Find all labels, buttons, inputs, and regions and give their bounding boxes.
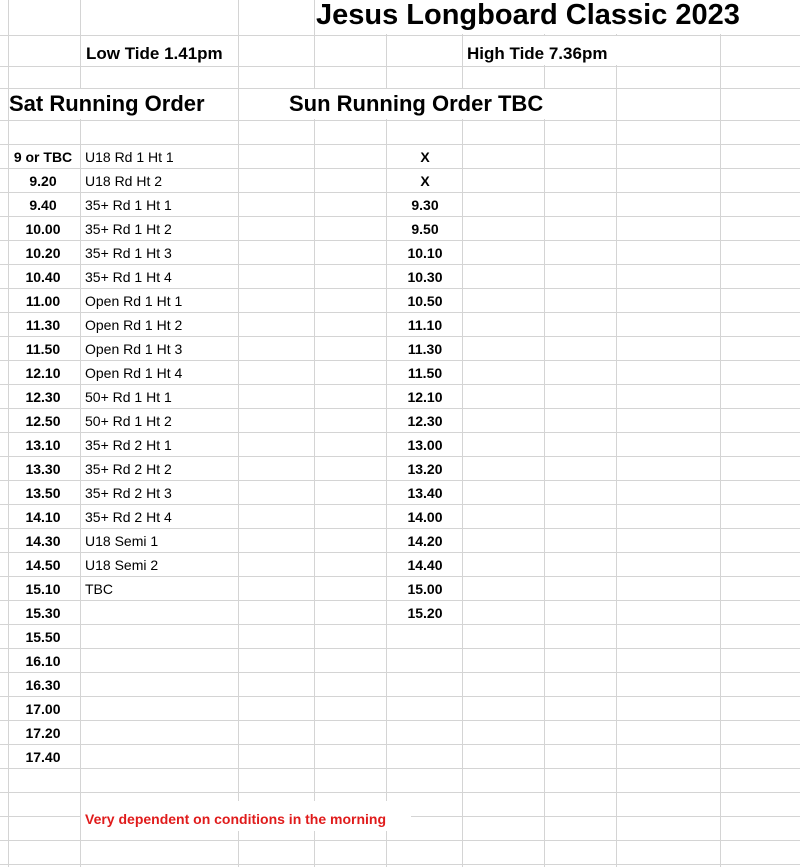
grid-hline (0, 456, 800, 457)
sat-event: Open Rd 1 Ht 3 (85, 341, 183, 357)
sat-time: 14.10 (25, 509, 61, 525)
grid-hline (0, 504, 800, 505)
sat-time: 17.00 (25, 701, 61, 717)
grid-hline (0, 528, 800, 529)
sun-time: 14.00 (407, 509, 443, 525)
sat-time: 16.10 (25, 653, 61, 669)
grid-vline (462, 0, 463, 867)
sat-event: U18 Semi 2 (85, 557, 159, 573)
sat-event: U18 Semi 1 (85, 533, 159, 549)
grid-hline (0, 744, 800, 745)
grid-hline (0, 480, 800, 481)
grid-hline (0, 216, 800, 217)
sat-event: 50+ Rd 1 Ht 2 (85, 413, 172, 429)
sat-running-order-heading: Sat Running Order (9, 91, 205, 116)
grid-hline (0, 312, 800, 313)
sun-time: 13.20 (407, 461, 443, 477)
page-title: Jesus Longboard Classic 2023 (316, 0, 740, 31)
grid-hline (0, 768, 800, 769)
sat-time: 11.50 (25, 341, 61, 357)
sat-time: 10.20 (25, 245, 61, 261)
sun-time: 12.10 (407, 389, 443, 405)
sun-time: X (420, 149, 430, 165)
grid-vline (238, 0, 239, 867)
sun-time: X (420, 173, 430, 189)
grid-vline (544, 0, 545, 867)
sat-time: 10.40 (25, 269, 61, 285)
sat-time: 9.20 (29, 173, 57, 189)
grid-vline (8, 0, 9, 867)
sun-time: 11.30 (407, 341, 443, 357)
sat-time: 11.30 (25, 317, 61, 333)
grid-hline (0, 240, 800, 241)
grid-vline (616, 0, 617, 867)
grid-hline (0, 552, 800, 553)
sun-time: 11.50 (407, 365, 443, 381)
grid-hline (0, 648, 800, 649)
grid-vline (720, 0, 721, 867)
sun-time: 11.10 (407, 317, 443, 333)
sat-event: 35+ Rd 2 Ht 3 (85, 485, 172, 501)
sun-time: 14.20 (407, 533, 443, 549)
grid-hline (0, 720, 800, 721)
grid-hline (0, 168, 800, 169)
sat-event: 35+ Rd 1 Ht 1 (85, 197, 172, 213)
sat-event: Open Rd 1 Ht 1 (85, 293, 183, 309)
grid-hline (0, 288, 800, 289)
grid-hline (0, 408, 800, 409)
sat-time: 9 or TBC (13, 149, 73, 165)
grid-hline (0, 624, 800, 625)
sun-time: 13.00 (407, 437, 443, 453)
sat-time: 15.30 (25, 605, 61, 621)
grid-hline (0, 384, 800, 385)
grid-hline (0, 66, 800, 67)
sat-event: Open Rd 1 Ht 4 (85, 365, 183, 381)
sat-event: 35+ Rd 2 Ht 4 (85, 509, 172, 525)
grid-hline (0, 144, 800, 145)
sat-event: 35+ Rd 1 Ht 3 (85, 245, 172, 261)
sat-time: 16.30 (25, 677, 61, 693)
sat-time: 12.50 (25, 413, 61, 429)
high-tide-label: High Tide 7.36pm (467, 44, 608, 63)
sat-time: 15.10 (25, 581, 61, 597)
sun-time: 9.50 (411, 221, 439, 237)
sat-time: 9.40 (29, 197, 57, 213)
sat-event: TBC (85, 581, 113, 597)
sun-time: 15.00 (407, 581, 443, 597)
grid-hline (0, 864, 800, 865)
sat-event: 35+ Rd 2 Ht 2 (85, 461, 172, 477)
grid-hline (0, 840, 800, 841)
sat-time: 11.00 (25, 293, 61, 309)
grid-hline (0, 432, 800, 433)
sat-time: 12.30 (25, 389, 61, 405)
sun-time: 10.10 (407, 245, 443, 261)
low-tide-label: Low Tide 1.41pm (86, 44, 223, 63)
sat-time: 13.10 (25, 437, 61, 453)
sat-time: 17.20 (25, 725, 61, 741)
sat-time: 13.30 (25, 461, 61, 477)
sat-event: 50+ Rd 1 Ht 1 (85, 389, 172, 405)
grid-hline (0, 672, 800, 673)
sat-event: U18 Rd 1 Ht 1 (85, 149, 174, 165)
grid-hline (0, 360, 800, 361)
conditions-note: Very dependent on conditions in the morning (85, 811, 387, 827)
sun-time: 12.30 (407, 413, 443, 429)
sat-event: 35+ Rd 1 Ht 2 (85, 221, 172, 237)
grid-hline (0, 696, 800, 697)
sat-time: 14.30 (25, 533, 61, 549)
sat-time: 17.40 (25, 749, 61, 765)
grid-hline (0, 600, 800, 601)
sun-time: 13.40 (407, 485, 443, 501)
grid-hline (0, 264, 800, 265)
grid-hline (0, 336, 800, 337)
sun-time: 10.50 (407, 293, 443, 309)
grid-vline (386, 0, 387, 867)
sat-time: 12.10 (25, 365, 61, 381)
sat-time: 14.50 (25, 557, 61, 573)
sun-time: 15.20 (407, 605, 443, 621)
grid-hline (0, 792, 800, 793)
sat-time: 10.00 (25, 221, 61, 237)
sun-time: 9.30 (411, 197, 439, 213)
sun-running-order-heading: Sun Running Order TBC (289, 91, 544, 116)
sat-event: Open Rd 1 Ht 2 (85, 317, 183, 333)
grid-hline (0, 192, 800, 193)
grid-vline (314, 0, 315, 867)
sat-time: 15.50 (25, 629, 61, 645)
sun-time: 10.30 (407, 269, 443, 285)
grid-vline (80, 0, 81, 867)
sat-event: 35+ Rd 1 Ht 4 (85, 269, 172, 285)
sat-event: 35+ Rd 2 Ht 1 (85, 437, 172, 453)
grid-hline (0, 120, 800, 121)
sun-time: 14.40 (407, 557, 443, 573)
grid-hline (0, 576, 800, 577)
sat-time: 13.50 (25, 485, 61, 501)
sat-event: U18 Rd Ht 2 (85, 173, 163, 189)
